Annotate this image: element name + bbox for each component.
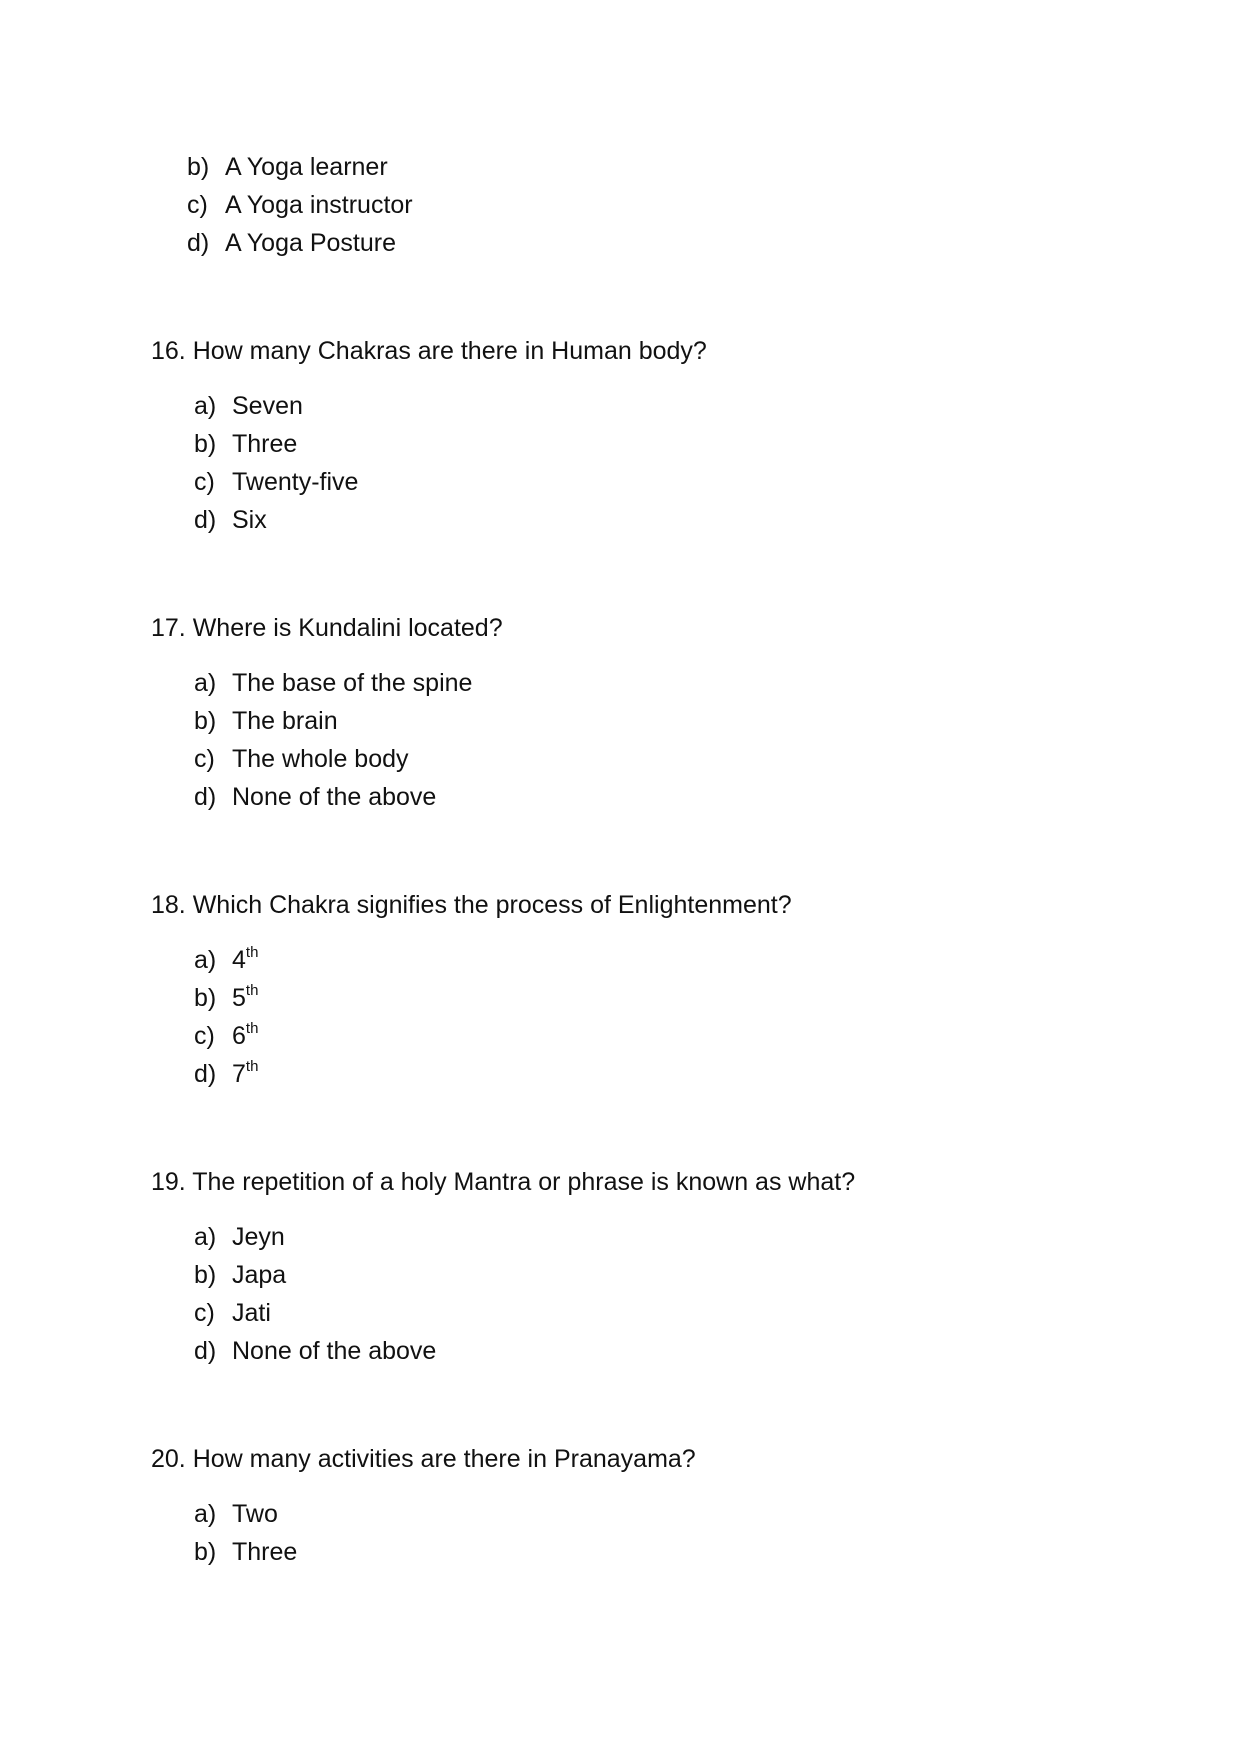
option-text: The base of the spine (232, 669, 473, 697)
option-item (194, 706, 338, 736)
option-text: The brain (232, 707, 338, 735)
question-20-text: 20. How many activities are there in Pranayama? (151, 1445, 696, 1473)
option-item (194, 1021, 258, 1051)
option-item (194, 668, 472, 698)
option-text: A Yoga instructor (225, 191, 413, 219)
option-text: Seven (232, 392, 303, 420)
option-item (194, 983, 258, 1013)
option-text: 4 (232, 946, 246, 974)
ordinal-suffix: th (245, 1057, 259, 1075)
option-text: Three (232, 430, 298, 458)
option-item (194, 1298, 271, 1328)
option-item (194, 744, 409, 774)
option-text: A Yoga Posture (225, 229, 396, 257)
option-letter: a) (194, 1223, 217, 1251)
option-text: The whole body (232, 745, 409, 773)
option-text: Jeyn (232, 1223, 285, 1251)
option-text: Six (232, 506, 267, 534)
ordinal-suffix: th (245, 943, 259, 961)
option-text: A Yoga learner (225, 153, 388, 181)
option-letter: c) (194, 745, 215, 773)
option-letter: b) (194, 1538, 217, 1566)
option-text: 7 (232, 1060, 246, 1088)
question-19-text: 19. The repetition of a holy Mantra or phrase is known as what? (151, 1168, 856, 1196)
option-letter: c) (194, 1022, 215, 1050)
option-letter: d) (194, 1337, 217, 1365)
option-item (194, 467, 358, 497)
option-letter: c) (194, 468, 215, 496)
option-item (187, 228, 396, 258)
option-item (194, 429, 297, 459)
option-letter: b) (194, 707, 217, 735)
option-item (194, 782, 436, 812)
option-item (194, 1260, 286, 1290)
option-letter: c) (194, 1299, 215, 1327)
option-text: Japa (232, 1261, 287, 1289)
option-item (194, 391, 303, 421)
question-18-text: 18. Which Chakra signifies the process of Enlightenment? (151, 891, 792, 919)
option-letter: d) (187, 229, 210, 257)
question-17-text: 17. Where is Kundalini located? (151, 614, 503, 642)
option-letter: d) (194, 1060, 217, 1088)
option-letter: b) (194, 1261, 217, 1289)
option-item (194, 1059, 258, 1089)
option-item (194, 505, 267, 535)
option-text: 6 (232, 1022, 246, 1050)
option-text: Jati (232, 1299, 271, 1327)
option-text: None of the above (232, 1337, 437, 1365)
option-item (194, 945, 258, 975)
option-letter: b) (194, 984, 217, 1012)
option-item (194, 1222, 285, 1252)
option-text: 5 (232, 984, 246, 1012)
question-16-text: 16. How many Chakras are there in Human body? (151, 337, 707, 365)
option-letter: a) (194, 669, 217, 697)
option-text: Twenty-five (232, 468, 359, 496)
option-letter: b) (187, 153, 210, 181)
option-letter: a) (194, 946, 217, 974)
option-text: Three (232, 1538, 298, 1566)
option-letter: b) (194, 430, 217, 458)
option-letter: a) (194, 1500, 217, 1528)
option-letter: c) (187, 191, 208, 219)
option-letter: d) (194, 506, 217, 534)
ordinal-suffix: th (245, 1019, 259, 1037)
option-letter: a) (194, 392, 217, 420)
option-item (194, 1537, 297, 1567)
option-item (187, 152, 388, 182)
option-text: Two (232, 1500, 278, 1528)
ordinal-suffix: th (245, 981, 259, 999)
option-item (194, 1336, 436, 1366)
option-text: None of the above (232, 783, 437, 811)
option-letter: d) (194, 783, 217, 811)
option-item (187, 190, 413, 220)
option-item (194, 1499, 278, 1529)
